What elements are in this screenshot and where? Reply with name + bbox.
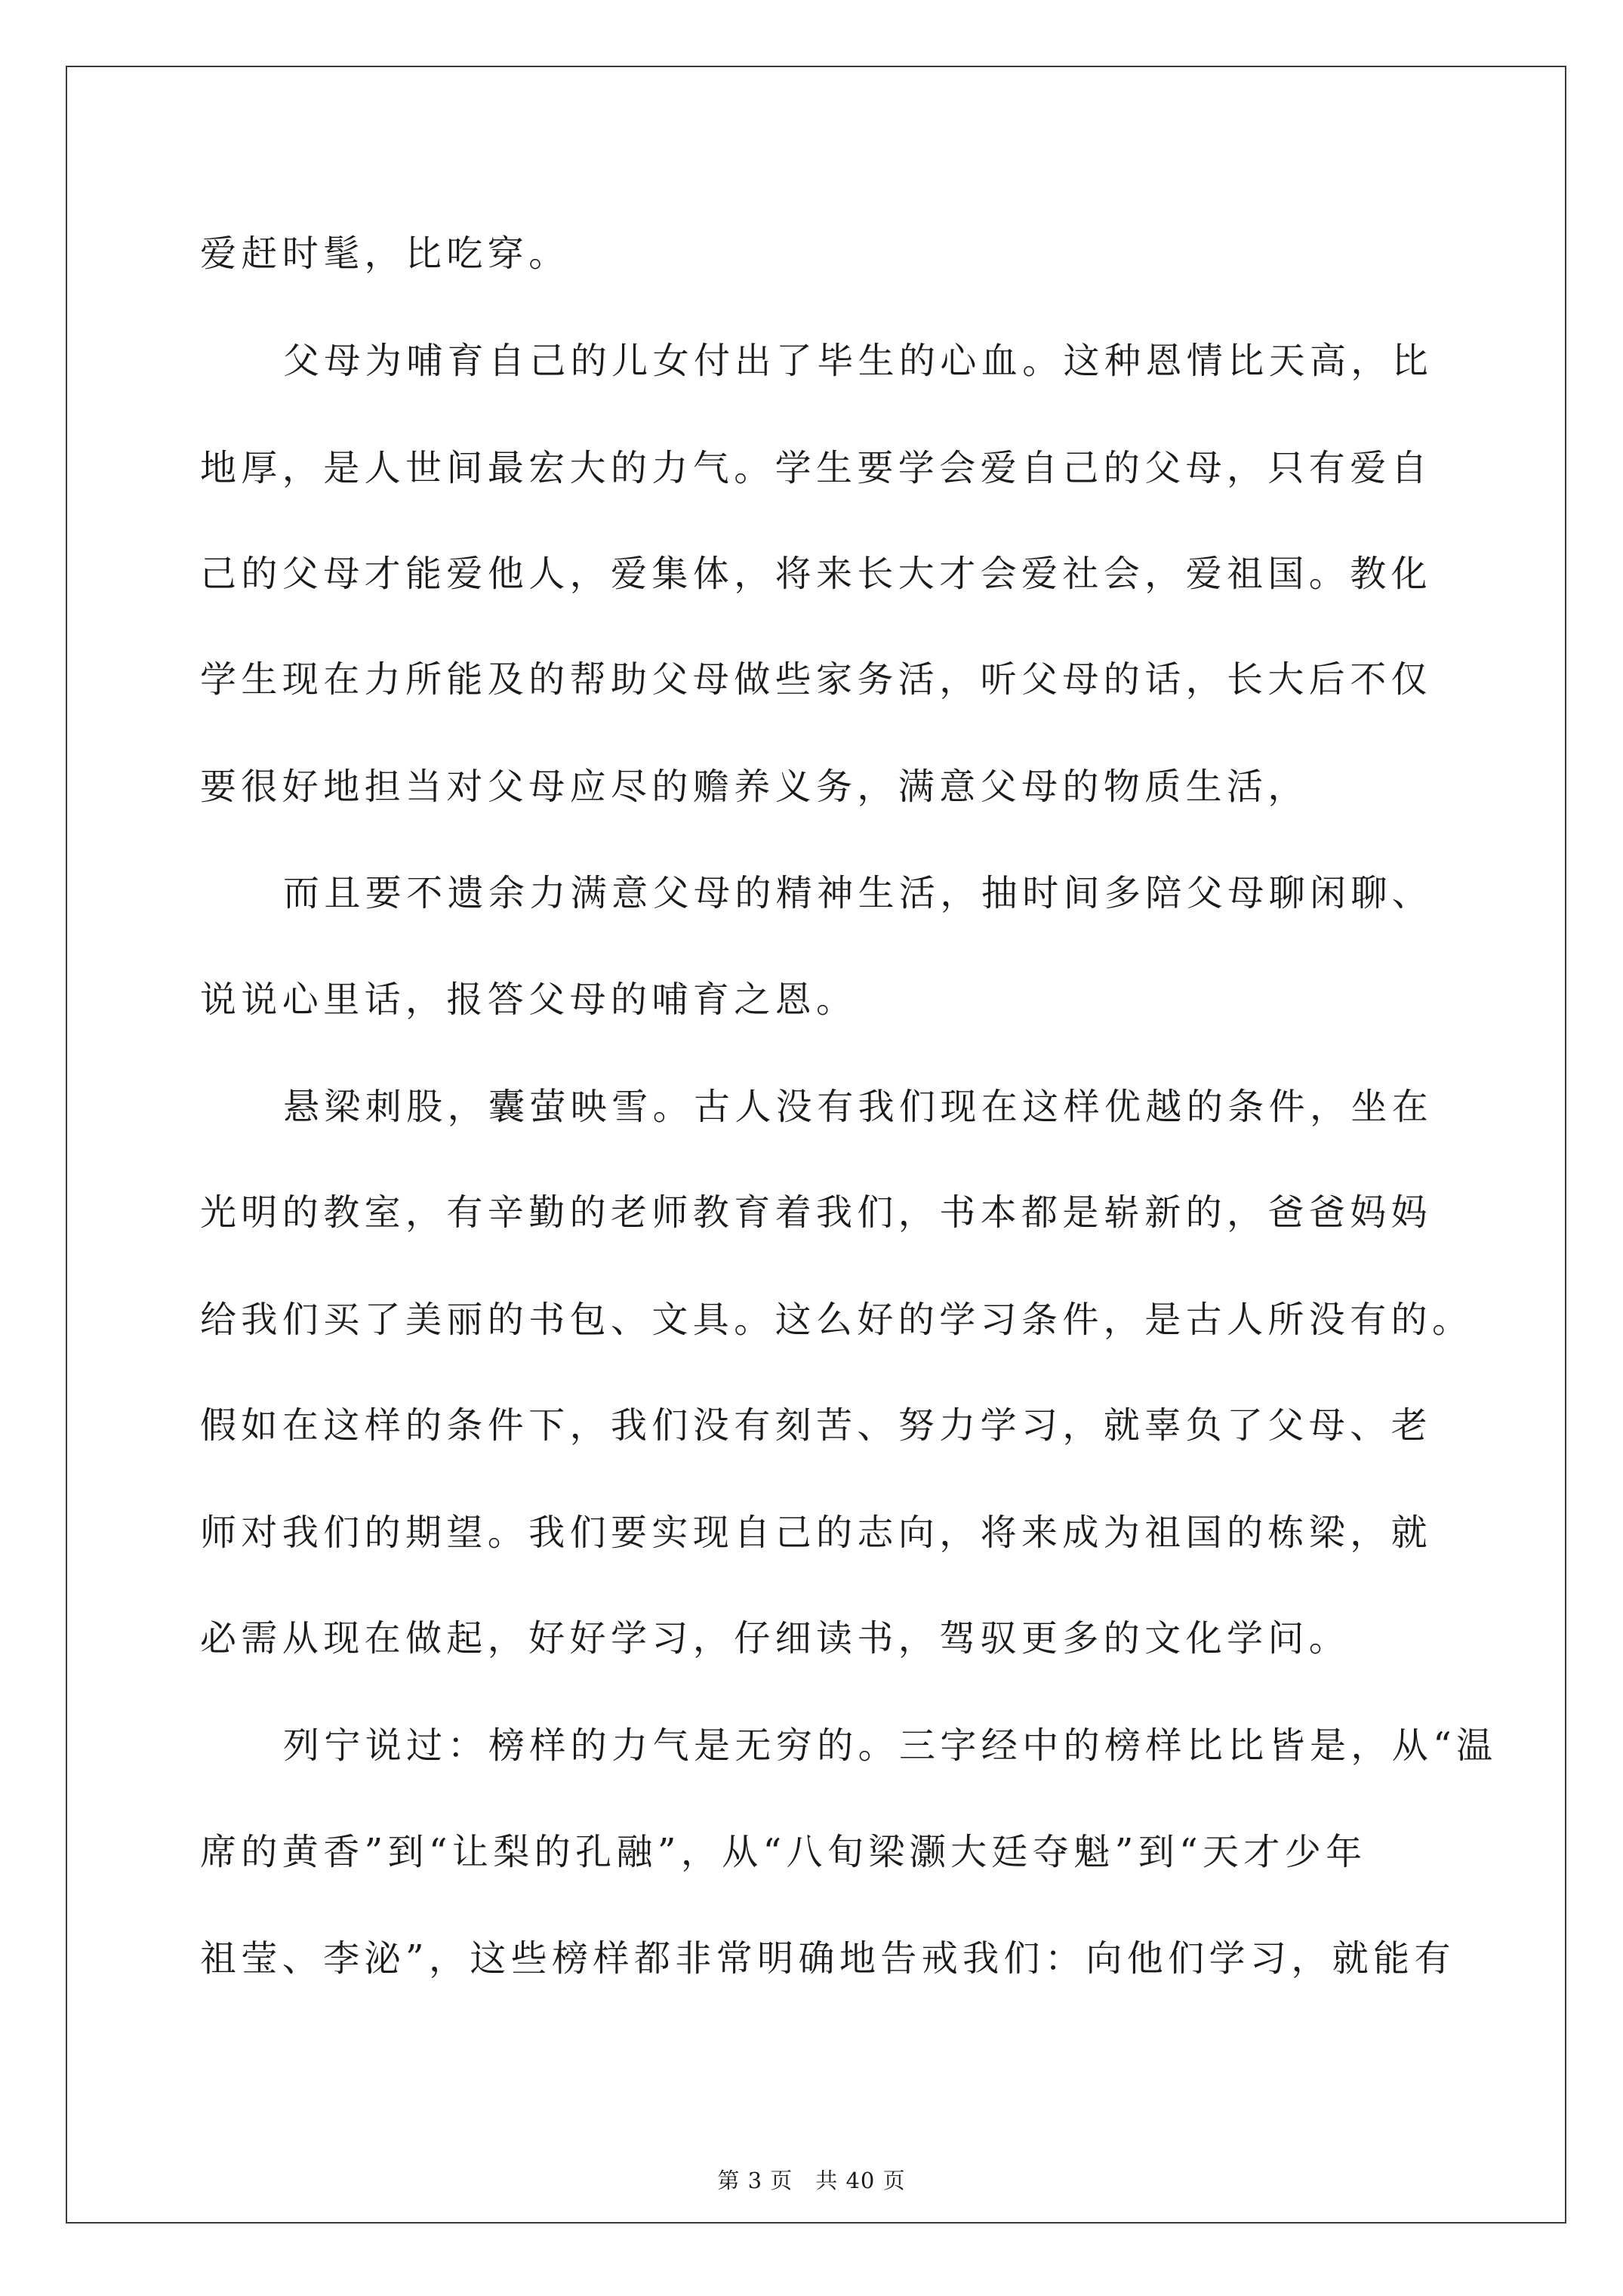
text-line: 父母为哺育自己的儿女付出了毕生的心血。这种恩情比天高，比	[283, 340, 1434, 382]
page-footer	[0, 2165, 1623, 2196]
text-line: 说说心里话，报答父母的哺育之恩。	[200, 978, 858, 1021]
text-line: 师对我们的期望。我们要实现自己的志向，将来成为祖国的栋梁，就	[200, 1512, 1433, 1554]
text-line: 列宁说过：榜样的力气是无穷的。三字经中的榜样比比皆是，从“温	[283, 1724, 1498, 1767]
text-line: 悬梁刺股，囊萤映雪。古人没有我们现在这样优越的条件，坐在	[283, 1086, 1434, 1128]
page-total: 共 40 页	[815, 2168, 906, 2193]
text-line: 地厚，是人世间最宏大的力气。学生要学会爱自己的父母，只有爱自	[200, 447, 1433, 489]
text-line: 要很好地担当对父母应尽的赡养义务，满意父母的物质生活，	[200, 766, 1309, 808]
page-number: 第 3 页	[717, 2168, 793, 2193]
page-border	[66, 66, 1566, 2224]
text-line: 给我们买了美丽的书包、文具。这么好的学习条件，是古人所没有的。	[200, 1299, 1474, 1341]
text-line: 假如在这样的条件下，我们没有刻苦、努力学习，就辜负了父母、老	[200, 1404, 1433, 1447]
text-line: 爱赶时髦，比吃穿。	[200, 233, 570, 275]
text-line: 祖莹、李泌”，这些榜样都非常明确地告戒我们：向他们学习，就能有	[200, 1937, 1455, 1980]
text-line: 学生现在力所能及的帮助父母做些家务活，听父母的话，长大后不仅	[200, 658, 1433, 701]
text-line: 而且要不遗余力满意父母的精神生活，抽时间多陪父母聊闲聊、	[283, 872, 1434, 914]
text-line: 必需从现在做起，好好学习，仔细读书，驾驭更多的文化学问。	[200, 1617, 1350, 1660]
text-line: 光明的教室，有辛勤的老师教育着我们，书本都是崭新的，爸爸妈妈	[200, 1191, 1433, 1234]
text-line: 己的父母才能爱他人，爱集体，将来长大才会爱社会，爱祖国。教化	[200, 553, 1433, 595]
text-line: 席的黄香”到“让梨的孔融”，从“八旬梁灏大廷夺魁”到“天才少年	[200, 1831, 1367, 1873]
